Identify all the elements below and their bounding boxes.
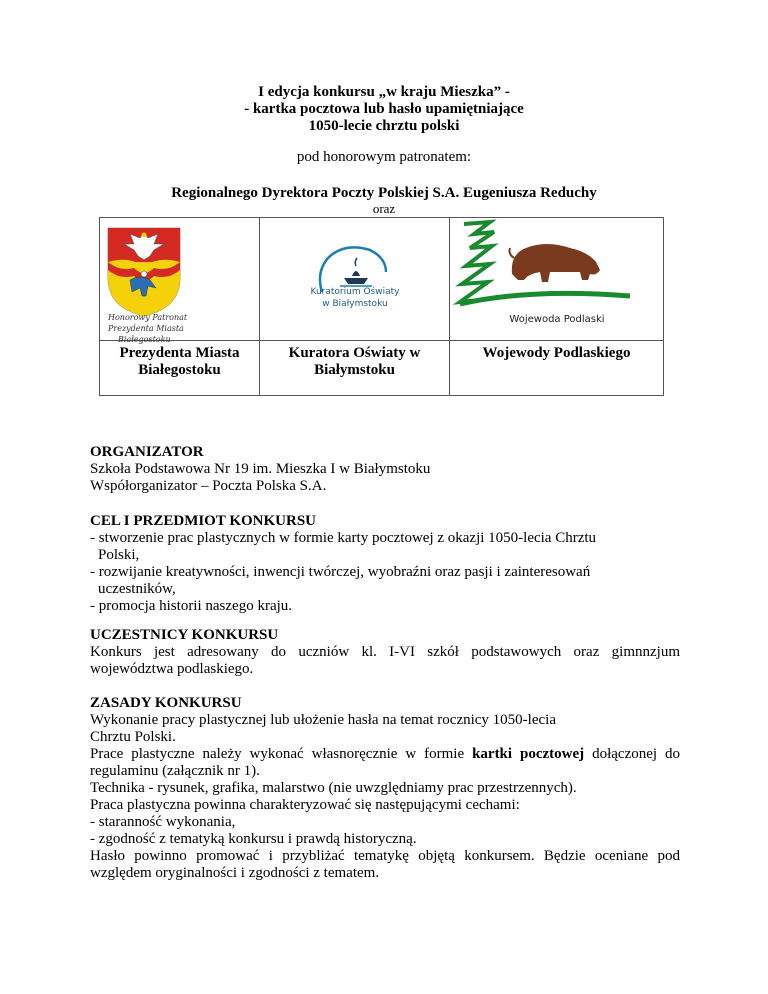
kuratorium-logo-text-1: Kuratorium Oświaty xyxy=(310,287,400,297)
wojewoda-logo-cell xyxy=(450,218,664,341)
rules-p3: Technika - rysunek, grafika, malarstwo (nie uwzględniamy prac przestrzennych). xyxy=(90,780,577,796)
bialystok-caption-2: Prezydenta Miasta xyxy=(108,324,184,333)
rules-p1-line-2: Chrztu Polski. xyxy=(90,729,176,745)
patron-main: Regionalnego Dyrektora Poczty Polskiej S.A. Eugeniusza Reduchy xyxy=(171,185,597,201)
title-line-2: - kartka pocztowa lub hasło upamiętniające xyxy=(244,101,524,117)
goal-bullet-1b: Polski, xyxy=(98,547,140,563)
rules-p2-line-2: regulaminu (załącznik nr 1). xyxy=(90,763,260,779)
kuratorium-logo-text-2: w Białymstoku xyxy=(322,299,388,309)
organizer-section xyxy=(90,444,680,495)
rules-p1-line-1: Wykonanie pracy plastycznej lub ułożenie hasła na temat rocznicy 1050-lecia xyxy=(90,712,556,728)
patron-col-1-line-1: Prezydenta Miasta xyxy=(119,345,240,361)
participants-heading: UCZESTNICY KONKURSU xyxy=(90,627,279,643)
bialystok-coat-of-arms-icon xyxy=(100,222,260,318)
patron-col-2 xyxy=(260,341,450,396)
patron-col-1-line-2: Białegostoku xyxy=(138,362,221,378)
rules-p6: - zgodność z tematyką konkursu i prawdą historyczną. xyxy=(90,831,417,847)
patron-col-2-line-2: Białymstoku xyxy=(314,362,395,378)
patron-col-3-line-1: Wojewody Podlaskiego xyxy=(482,345,631,361)
rules-heading: ZASADY KONKURSU xyxy=(90,695,242,711)
rules-p7-line-1: Hasło powinno promować i przybliżać tematykę objętą konkursem. Będzie oceniane pod xyxy=(90,848,680,864)
participants-line-1: Konkurs jest adresowany do uczniów kl. I-VI szkół podstawowych oraz gimnnzjum xyxy=(90,644,680,660)
patron-col-1 xyxy=(100,341,260,396)
goal-bullet-3: - promocja historii naszego kraju. xyxy=(90,598,293,614)
rules-p5: - staranność wykonania, xyxy=(90,814,236,830)
patrons-table xyxy=(99,217,664,396)
goal-bullet-2a: - rozwijanie kreatywności, inwencji twórczej, wyobraźni oraz pasji i zainteresowań xyxy=(90,564,591,580)
rules-p7-line-2: względem oryginalności i zgodności z tematem. xyxy=(90,865,380,881)
bialystok-logo-cell xyxy=(100,218,260,344)
goal-section xyxy=(90,513,680,615)
kuratorium-logo-cell xyxy=(260,218,450,341)
rules-p2-text-b: dołączonej do xyxy=(592,746,680,762)
goal-bullet-2b: uczestników, xyxy=(98,581,176,597)
wojewoda-bison-icon xyxy=(450,218,664,310)
patron-col-2-line-1: Kuratora Oświaty w xyxy=(288,345,421,361)
wojewoda-logo-text: Wojewoda Podlaski xyxy=(509,314,605,325)
oraz-text: oraz xyxy=(372,201,396,216)
rules-p2-text-a: Prace plastyczne należy wykonać własnoręcznie w formie xyxy=(90,746,465,762)
organizer-line-2: Współorganizator – Poczta Polska S.A. xyxy=(90,478,327,494)
bialystok-caption-3: Białegostoku xyxy=(118,335,171,344)
rules-section xyxy=(90,695,680,882)
rules-p2-bold: kartki pocztowej xyxy=(472,746,585,762)
patronage-intro: pod honorowym patronatem: xyxy=(296,149,472,165)
participants-line-2: województwa podlaskiego. xyxy=(90,661,254,677)
rules-p4: Praca plastyczna powinna charakteryzować się następującymi cechami: xyxy=(90,797,520,813)
organizer-line-1: Szkoła Podstawowa Nr 19 im. Mieszka I w Białymstoku xyxy=(90,461,431,477)
goal-bullet-1a: - stworzenie prac plastycznych w formie karty pocztowej z okazji 1050-lecia Chrztu xyxy=(90,530,597,546)
organizer-heading: ORGANIZATOR xyxy=(90,444,204,460)
rules-p2-line-1 xyxy=(90,746,680,763)
participants-section xyxy=(90,627,680,678)
patron-col-3 xyxy=(450,341,664,396)
title-line-3: 1050-lecie chrztu polski xyxy=(308,118,460,134)
goal-heading: CEL I PRZEDMIOT KONKURSU xyxy=(90,513,317,529)
title-line-1: I edycja konkursu „w kraju Mieszka” - xyxy=(258,84,510,100)
bialystok-caption-1: Honorowy Patronat xyxy=(108,313,188,322)
